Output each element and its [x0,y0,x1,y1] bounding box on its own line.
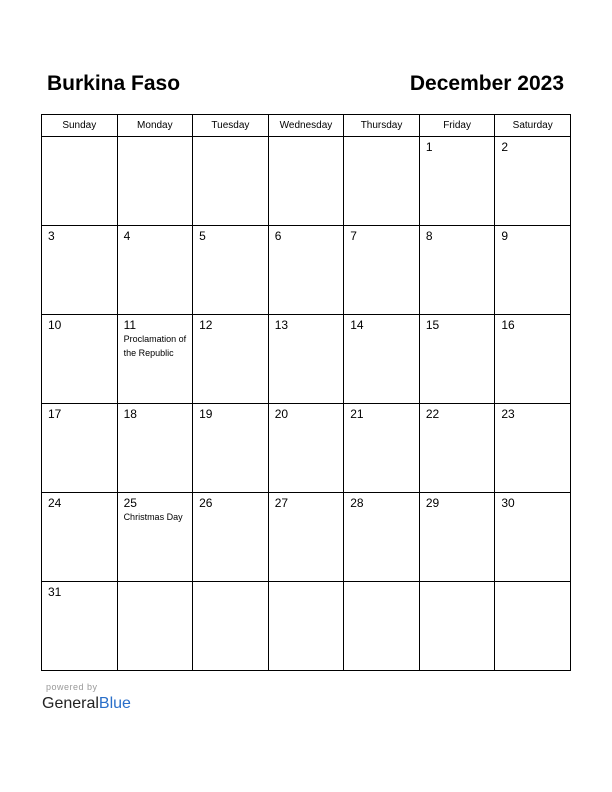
day-number: 12 [199,318,213,332]
day-cell [495,493,571,582]
country-title: Burkina Faso [47,72,181,95]
day-cell [268,493,344,582]
day-cell [419,137,495,226]
day-cell [268,315,344,404]
day-number: 27 [274,496,289,510]
day-cell [193,493,269,582]
week-row [42,404,571,493]
day-cell [344,226,420,315]
day-number: 20 [274,407,289,421]
day-cell [419,315,495,404]
day-number: 29 [425,496,440,510]
weekday-friday: Friday [419,115,495,137]
day-cell [193,315,269,404]
week-row [42,493,571,582]
empty-day-cell [268,137,344,226]
day-number: 19 [199,407,213,421]
day-cell [495,226,571,315]
day-number: 4 [123,229,131,243]
day-cell [419,226,495,315]
day-number: 25 [123,496,137,510]
day-number: 8 [425,229,433,243]
weekday-saturday: Saturday [495,115,571,137]
empty-day-cell [268,582,344,671]
week-row [42,137,571,226]
day-cell [495,404,571,493]
day-number: 13 [274,318,289,332]
day-number: 26 [199,496,213,510]
empty-day-cell [344,582,420,671]
day-cell [344,404,420,493]
day-number: 1 [425,140,433,154]
day-cell [268,404,344,493]
day-cell [495,137,571,226]
day-number: 14 [350,318,364,332]
day-cell [117,315,193,404]
day-number: 21 [350,407,364,421]
week-row [42,226,571,315]
weekday-wednesday: Wednesday [268,115,344,137]
day-number: 23 [501,407,515,421]
empty-day-cell [495,582,571,671]
day-number: 17 [48,407,62,421]
weekday-thursday: Thursday [344,115,420,137]
day-cell [344,315,420,404]
day-number: 5 [199,229,206,243]
brand-blue: Blue [98,695,131,712]
day-number: 6 [274,229,282,243]
day-number: 7 [350,229,357,243]
day-number: 10 [48,318,62,332]
empty-day-cell [193,582,269,671]
empty-day-cell [419,582,495,671]
brand-general: General [42,695,99,712]
month-title: December 2023 [409,72,564,95]
holiday-label: Christmas Day [123,512,183,522]
generalblue-logo[interactable] [42,694,131,714]
day-number: 3 [48,229,55,243]
empty-day-cell [344,137,420,226]
week-row [42,315,571,404]
week-row [42,582,571,671]
holiday-label: Proclamation of the Republic [123,334,187,358]
day-cell [495,315,571,404]
day-cell [117,493,193,582]
day-number: 2 [501,140,509,154]
day-number: 15 [425,318,440,332]
day-cell [268,226,344,315]
weekday-monday: Monday [117,115,193,137]
day-number: 30 [501,496,515,510]
day-cell [42,315,118,404]
day-cell [42,493,118,582]
empty-day-cell [193,137,269,226]
day-cell [117,404,193,493]
day-cell [193,226,269,315]
empty-day-cell [42,137,118,226]
day-cell [42,226,118,315]
day-number: 9 [501,229,509,243]
day-cell [419,493,495,582]
day-number: 18 [123,407,137,421]
calendar-grid [41,114,571,671]
day-number: 11 [123,318,137,332]
day-number: 22 [425,407,440,421]
empty-day-cell [117,137,193,226]
day-number: 28 [350,496,364,510]
weekday-sunday: Sunday [42,115,118,137]
day-cell [419,404,495,493]
powered-by-label: powered by [46,682,98,692]
day-number: 31 [48,585,62,599]
weekday-tuesday: Tuesday [193,115,269,137]
day-cell [42,404,118,493]
day-cell [117,226,193,315]
day-cell [193,404,269,493]
weekday-header-row [42,115,571,137]
day-cell [344,493,420,582]
empty-day-cell [117,582,193,671]
day-number: 24 [48,496,62,510]
day-number: 16 [501,318,515,332]
day-cell [42,582,118,671]
